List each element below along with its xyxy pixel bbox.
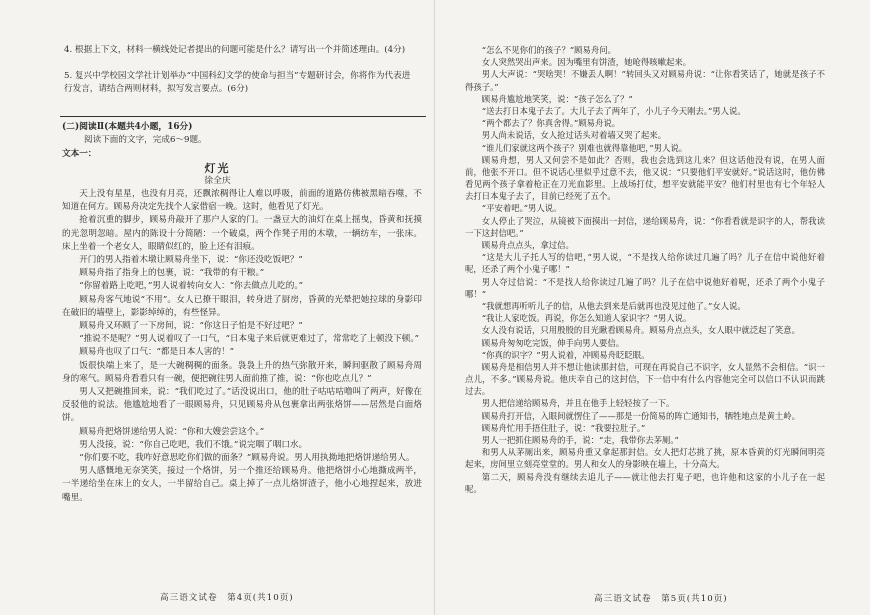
paragraph: 顾易舟客气地说“不用”。女人已撩干眼泪，转身进了厨房，昏黄的光晕把她拉球的身影印在破旧的墙壁上，影影绰绰的，有些怪异。 (62, 294, 422, 318)
page-footer-left: 高三语文试卷 第4页(共10页) (160, 593, 294, 603)
paragraph: “送去打日本鬼子去了。大儿子去了两年了，小儿子今天刚去。”男人说。 (481, 105, 746, 116)
story-author: 徐全庆 (204, 176, 231, 186)
paragraph: 顾易舟忙用手捂住肚子，说：“我要拉肚子。” (481, 422, 646, 433)
paragraph: 男人又把碗推回来，说：“我们吃过了。”话没说出口，他的肚子咕咕咕噜叫了两声，好像在反驳他的说法。他尴尬地看了一眼顾易舟，只见顾易舟从包裹拿出两张烙饼——居然是白面烙饼。 (62, 387, 422, 424)
paragraph: “平安着吧。”男人说。 (481, 203, 562, 214)
paragraph: 顾易舟把烙饼递给男人说：“你和大嫂尝尝这个。” (79, 426, 265, 437)
paragraph: “这是大儿子托人写的信吧，”男人说，“不是找人给你读过几遍了吗？儿子在信中说他好着呢，还杀了两个小鬼子哪！” (465, 252, 825, 275)
story-body-right (465, 44, 825, 495)
paragraph: 抢着沉重的脚步，顾易舟敲开了那户人家的门。一盏豆大的油灯在桌上摇曳，昏黄和抚摸的光忽明忽暗。屋内的陈设十分简陋：一个破桌，两个作凳子用的木墩，一辆纺车，一张床。床上坐着一个老女人，眼睛似红的，脸上还有泪痕。 (62, 215, 422, 252)
paragraph: “怎么不见你们的孩子？”顾易舟问。 (481, 45, 616, 55)
paragraph: 顾易舟指了指身上的包裹，说：“我带的有干粮。” (79, 268, 265, 279)
section-heading: (二)阅读Ⅱ(本题共4小题，16分) (62, 122, 193, 132)
paragraph: 天上没有星星，也没有月亮，还飘浓稠得让人难以呼吸，前面的道路仿佛被黑暗吞噬，不知道在何方。顾易舟决定先找个人家借宿一晚。这时，他看见了灯光。 (62, 189, 422, 213)
paragraph: 顾易舟也叹了口气：“都是日本人害的！” (79, 347, 235, 358)
question-5: 5. 复兴中学校园文学社计划举办“中国科幻文学的使命与担当”专题研讨会，你将作为代表进行发言，请结合两则材料，拟写发言要点。(6分) (64, 71, 411, 95)
story-body-left (62, 188, 422, 505)
paragraph: 男人把信递给顾易舟，并且在他手上轻轻按了一下。 (481, 398, 675, 409)
paragraph: 第二天，顾易舟没有继续去追儿子——就让他去打鬼子吧，也许他和这家的小儿子在一起呢。 (465, 471, 825, 494)
reading-intro: 阅读下面的文字，完成6～9题。 (84, 135, 207, 145)
paragraph: “我让人家吃饭。再说，你怎么知道人家识字？”男人说。 (481, 313, 692, 324)
paragraph: “你们要不吃，我咋好意思吃你们做的面条？”顾易舟说。男人用执拗地把烙饼递给男人。 (79, 453, 415, 464)
paragraph: 男人夺过信说：“不是找人给你读过几遍了吗？儿子在信中说他好着呢，还杀了两个小鬼子哪！” (465, 276, 825, 299)
paragraph: 男人感慨地无奈笑笑，接过一个烙饼，另一个推还给顾易舟。他把烙饼小心地撕成两半，一半递给坐在床上的女人，一半留给自己。桌上掉了一点儿烙饼渣子，他小心地捏起来，放进嘴里。 (62, 466, 422, 503)
paragraph: 顾易舟想，男人又何尝不是如此？否则，我也会选到这儿来？但这话他没有说，在男人面前，他张不开口。但不说话心里似乎过意不去，他又说：“只要他们平安就好。”说话这时，他仿佛看见两个孩子拿着枪正在刀光血影里。上战场打仗，想平安就能平安？他们村里也有七个年轻人去打日本鬼子去了，目前已经死了五个。 (465, 154, 825, 202)
paragraph: 和男人从茅厕出来，顾易舟重又拿起那封信。女人把灯芯挑了挑，原本昏黄的灯光瞬间明亮起来，房间里立刻亮堂堂的。男人和女人的身影映在墙上，十分高大。 (465, 447, 825, 470)
paragraph: “你真的识字？”男人说着，冲顾易舟眨眨眼。 (481, 349, 650, 360)
paragraph: “推说不是呢？”男人说着叹了一口气，“日本鬼子来后就更难过了，常常吃了上顿没下顿。” (79, 334, 420, 345)
paragraph: “谁儿们家就这两个孩子？别难也就得靠他吧，”男人说。 (481, 142, 688, 153)
paragraph: 女人没有说话，只用殷殷的目光瞅看顾易舟。顾易舟点点头，女人眼中就泛起了笑意。 (481, 325, 801, 336)
story-title: 灯光 (204, 162, 231, 175)
paragraph: 男人没接，说：“你自己吃吧，我们不饿。”说完咽了咽口水。 (79, 439, 308, 450)
paragraph: 男人大声说：“哭啥哭！不嫌丢人啊！”转回头又对顾易舟说：“让你看笑话了，她就是孩子不得孩子。” (465, 69, 825, 92)
paragraph: 男人一把抓住顾易舟的手，说：“走，我带你去茅厕。” (481, 435, 679, 445)
paragraph: 顾易舟匆匆吃完饭，伸手向男人要信。 (481, 337, 625, 348)
paragraph: 顾易舟是相信男人并不想让他读那封信，可现在再说自己不识字，女人显然不会相信。“识一点儿，不多。”顾易舟说。他庆幸自己的这封信，下一信中有什么内容他完全可以信口不认识而跳过去。 (465, 361, 825, 397)
paragraph: 女人停止了哭泣，从镜被下面摸出一封信，递给顾易舟，说：“你看看就是识字的人，帮我读一下这封信吧。” (465, 215, 825, 238)
paragraph: “你留着路上吃吧，”男人说着转向女人：“你去做点儿吃的。” (79, 281, 304, 292)
paragraph: 顾易舟打开信，入眼间就愣住了——那是一份简易的阵亡通知书，牺牲地点是黄土岭。 (481, 410, 801, 421)
page-footer-right: 高三语文试卷 第5页(共10页) (594, 594, 728, 604)
paragraph: 男人尚未说话，女人抢过话头对着墙又哭了起来。 (481, 130, 667, 141)
paragraph: 顾易舟尴尬地笑笑，说：“孩子怎么了？” (481, 93, 633, 104)
paragraph: 女人突然哭出声来。因为嘴里有饼渣，她呛得咳嗽起来。 (481, 57, 692, 68)
page-fold-divider (434, 0, 435, 615)
text-label: 文本一： (62, 149, 97, 159)
paragraph: “两个都去了？你真舍得。”顾易舟说。 (481, 118, 621, 129)
section-rule (60, 116, 426, 117)
paragraph: 顾易舟点点头，拿过信。 (481, 240, 574, 250)
paragraph: 开门的男人指着木墩让顾易舟坐下，说：“你还没吃饭吧？” (79, 255, 303, 266)
paragraph: “我就想再听听儿子的信，从他去到来是后就再也没见过他了。”女人说。 (481, 300, 746, 311)
question-4: 4. 根据上下文，材料一横线处记者提出的问题可能是什么？请写出一个并简述理由。(4分) (64, 45, 406, 55)
paragraph: 顾易舟又环顾了一下房间，说：“你这日子怕是不好过吧？” (79, 321, 303, 332)
paragraph: 饭很快端上来了，是一大碗稠稠的面条。袅袅上升的热气弥散开来，瞬间驱散了顾易舟周身的寒气。顾易舟看看只有一碗，便把碗往男人面前推了推，说：“你也吃点儿？” (62, 360, 422, 384)
